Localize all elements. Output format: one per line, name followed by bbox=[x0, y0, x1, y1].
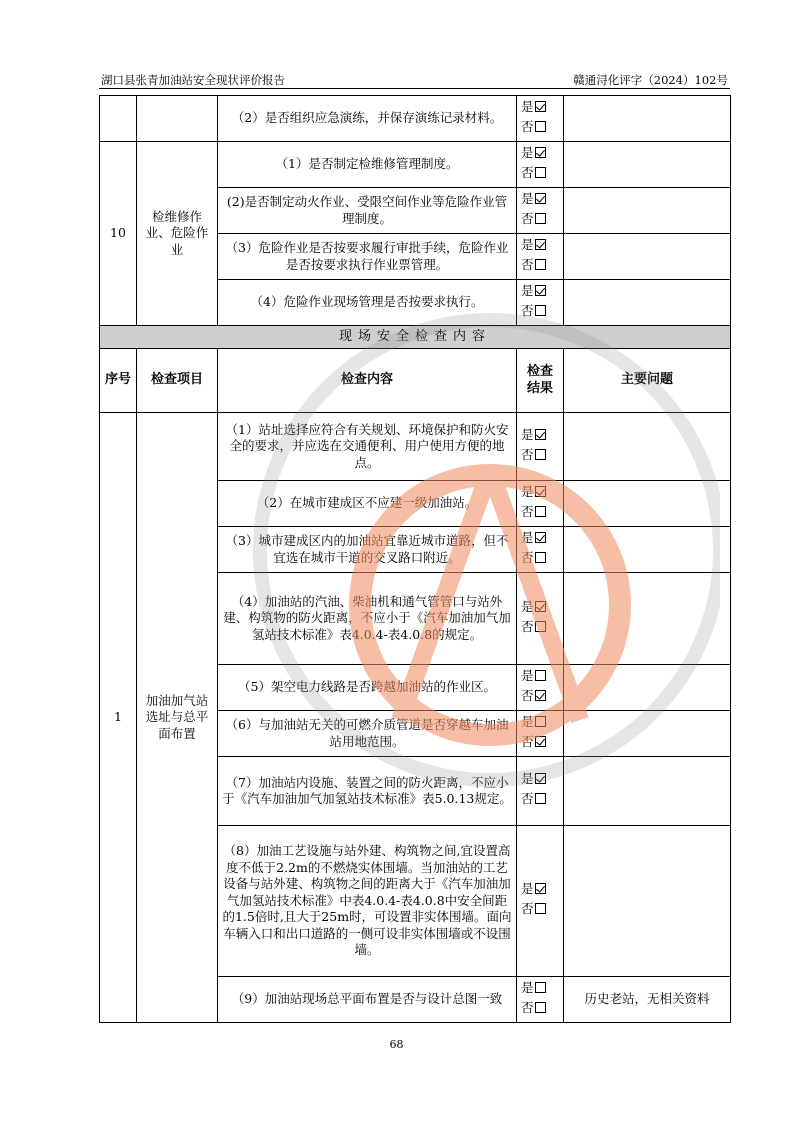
result-label: 是 bbox=[521, 667, 534, 683]
section-title: 现场安全检查内容 bbox=[100, 326, 731, 349]
result-label: 否 bbox=[521, 733, 534, 749]
main-problem bbox=[564, 757, 731, 826]
result-option-yes bbox=[521, 530, 559, 550]
empty-box-icon[interactable] bbox=[535, 982, 546, 993]
check-content: （4）加油站的汽油、柴油机和通气管管口与站外建、构筑物的防火距离，不应小于《汽车加油加气加氢站技术标准》表4.0.4-表4.0.8的规定。 bbox=[218, 573, 517, 665]
result-option-no bbox=[521, 688, 559, 708]
result-label: 是 bbox=[521, 98, 534, 114]
main-problem bbox=[564, 413, 731, 481]
check-content: (2)是否制定动火作业、受限空间作业等危险作业管理制度。 bbox=[218, 188, 517, 234]
empty-box-icon[interactable] bbox=[535, 506, 546, 517]
main-problem bbox=[564, 142, 731, 188]
check-item: 检维修作业、危险作业 bbox=[137, 142, 218, 326]
result-label: 否 bbox=[521, 791, 534, 806]
column-header-content: 检查内容 bbox=[218, 349, 517, 413]
main-problem bbox=[564, 665, 731, 711]
result-option-yes bbox=[521, 881, 559, 901]
result-option-no bbox=[521, 901, 559, 921]
checked-box-icon[interactable] bbox=[535, 486, 546, 497]
checked-box-icon[interactable] bbox=[535, 193, 546, 204]
checked-box-icon[interactable] bbox=[535, 773, 546, 784]
result-label: 否 bbox=[521, 999, 534, 1015]
checked-box-icon[interactable] bbox=[535, 285, 546, 296]
check-result bbox=[517, 527, 564, 573]
check-result bbox=[517, 481, 564, 527]
empty-box-icon[interactable] bbox=[535, 449, 546, 460]
checked-box-icon[interactable] bbox=[535, 883, 546, 894]
section-row bbox=[100, 326, 731, 349]
result-label: 是 bbox=[521, 529, 534, 545]
column-header-index: 序号 bbox=[100, 349, 137, 413]
checked-box-icon[interactable] bbox=[535, 239, 546, 250]
checked-box-icon[interactable] bbox=[535, 601, 546, 612]
result-option-yes bbox=[521, 283, 559, 303]
check-content: （3）城市建成区内的加油站宜靠近城市道路，但不宜选在城市干道的交叉路口附近。 bbox=[218, 527, 517, 573]
result-option-no bbox=[521, 619, 559, 639]
check-result bbox=[517, 573, 564, 665]
result-label: 是 bbox=[521, 426, 534, 442]
item-cell bbox=[137, 96, 218, 142]
result-label: 是 bbox=[521, 483, 534, 499]
result-label: 否 bbox=[521, 446, 534, 462]
result-option-yes bbox=[521, 599, 559, 619]
column-header-row bbox=[100, 349, 731, 413]
result-option-no bbox=[521, 447, 559, 467]
empty-box-icon[interactable] bbox=[535, 305, 546, 316]
result-option-no bbox=[521, 504, 559, 524]
check-result bbox=[517, 977, 564, 1023]
empty-box-icon[interactable] bbox=[535, 121, 546, 132]
result-label: 是 bbox=[521, 713, 534, 729]
result-label: 否 bbox=[521, 503, 534, 519]
table-row bbox=[100, 96, 731, 142]
result-option-yes bbox=[521, 484, 559, 504]
result-label: 否 bbox=[521, 618, 534, 634]
result-option-no bbox=[521, 211, 559, 231]
result-label: 是 bbox=[521, 190, 534, 206]
result-option-no bbox=[521, 1000, 559, 1020]
header-divider bbox=[99, 88, 730, 89]
empty-box-icon[interactable] bbox=[535, 213, 546, 224]
check-item: 加油加气站选址与总平面布置 bbox=[137, 413, 218, 1023]
result-option-no bbox=[521, 303, 559, 323]
main-problem bbox=[564, 527, 731, 573]
result-option-yes bbox=[521, 714, 559, 734]
result-option-yes bbox=[521, 668, 559, 688]
empty-box-icon[interactable] bbox=[535, 552, 546, 563]
check-content: （5）架空电力线路是否跨越加油站的作业区。 bbox=[218, 665, 517, 711]
result-option-yes bbox=[521, 237, 559, 257]
result-label: 否 bbox=[521, 302, 534, 318]
check-result bbox=[517, 96, 564, 142]
empty-box-icon[interactable] bbox=[535, 670, 546, 681]
index-cell bbox=[100, 96, 137, 142]
check-content: （3）危险作业是否按要求履行审批手续，危险作业是否按要求执行作业票管理。 bbox=[218, 234, 517, 280]
result-label: 否 bbox=[521, 687, 534, 703]
checked-box-icon[interactable] bbox=[535, 429, 546, 440]
result-option-no bbox=[521, 791, 559, 811]
checked-box-icon[interactable] bbox=[535, 101, 546, 112]
page-header bbox=[99, 70, 730, 88]
result-label: 否 bbox=[521, 164, 534, 180]
main-problem bbox=[564, 96, 731, 142]
item-index: 1 bbox=[100, 413, 137, 1023]
check-content: （1）站址选择应符合有关规划、环境保护和防火安全的要求，并应选在交通便利、用户使用方便的地点。 bbox=[218, 413, 517, 481]
result-label: 是 bbox=[521, 598, 534, 614]
check-content: （7）加油站内设施、装置之间的防火距离，不应小于《汽车加油加气加氢站技术标准》表5.0.13规定。 bbox=[218, 757, 517, 826]
result-label: 是 bbox=[521, 236, 534, 252]
result-label: 否 bbox=[521, 549, 534, 565]
check-result bbox=[517, 142, 564, 188]
empty-box-icon[interactable] bbox=[535, 167, 546, 178]
check-content: （1）是否制定检维修管理制度。 bbox=[218, 142, 517, 188]
result-option-no bbox=[521, 119, 559, 139]
check-content: （4）危险作业现场管理是否按要求执行。 bbox=[218, 280, 517, 326]
result-label: 否 bbox=[521, 210, 534, 226]
checked-box-icon[interactable] bbox=[535, 690, 546, 701]
empty-box-icon[interactable] bbox=[535, 1002, 546, 1013]
empty-box-icon[interactable] bbox=[535, 259, 546, 270]
result-option-no bbox=[521, 257, 559, 277]
table-row bbox=[100, 142, 731, 188]
check-content: （9）加油站现场总平面布置是否与设计总图一致 bbox=[218, 977, 517, 1023]
report-number: 赣通浔化评字（2024）102号 bbox=[573, 73, 728, 87]
result-label: 是 bbox=[521, 881, 534, 896]
item-index: 10 bbox=[100, 142, 137, 326]
column-header-result: 检查结果 bbox=[517, 349, 564, 413]
result-option-yes bbox=[521, 771, 559, 791]
result-label: 是 bbox=[521, 282, 534, 298]
check-result bbox=[517, 826, 564, 977]
main-problem bbox=[564, 481, 731, 527]
result-label: 是 bbox=[521, 771, 534, 786]
check-result bbox=[517, 757, 564, 826]
result-label: 是 bbox=[521, 144, 534, 160]
result-label: 是 bbox=[521, 979, 534, 995]
table-row bbox=[100, 413, 731, 481]
main-problem bbox=[564, 826, 731, 977]
page-number: 68 bbox=[389, 1038, 404, 1051]
result-option-yes bbox=[521, 99, 559, 119]
check-result bbox=[517, 413, 564, 481]
result-option-yes bbox=[521, 427, 559, 447]
result-option-no bbox=[521, 734, 559, 754]
check-result bbox=[517, 234, 564, 280]
main-problem bbox=[564, 280, 731, 326]
main-problem bbox=[564, 188, 731, 234]
result-label: 否 bbox=[521, 256, 534, 272]
result-option-yes bbox=[521, 980, 559, 1000]
check-content: （2）是否组织应急演练，并保存演练记录材料。 bbox=[218, 96, 517, 142]
checked-box-icon[interactable] bbox=[535, 736, 546, 747]
check-content: （2）在城市建成区不应建一级加油站。 bbox=[218, 481, 517, 527]
main-problem bbox=[564, 234, 731, 280]
result-option-yes bbox=[521, 145, 559, 165]
result-option-no bbox=[521, 165, 559, 185]
empty-box-icon[interactable] bbox=[535, 716, 546, 727]
main-problem bbox=[564, 711, 731, 757]
result-label: 否 bbox=[521, 118, 534, 134]
result-option-no bbox=[521, 550, 559, 570]
column-header-item: 检查项目 bbox=[137, 349, 218, 413]
check-content: （8）加油工艺设施与站外建、构筑物之间,宜设置高度不低于2.2m的不燃烧实体围墙。当加油站的工艺设备与站外建、构筑物之间的距离大于《汽车加油加气加氢站技术标准》中表4.0.4-表4.0.8中安全间距的1.5倍时,且大于25m时，可设置非实体围墙。面向车辆入口和出口道路的一侧可设非实体围墙或不设围墙。 bbox=[218, 826, 517, 977]
column-header-problem: 主要问题 bbox=[564, 349, 731, 413]
empty-box-icon[interactable] bbox=[535, 793, 546, 804]
result-option-yes bbox=[521, 191, 559, 211]
check-content: （6）与加油站无关的可燃介质管道是否穿越车加油站用地范围。 bbox=[218, 711, 517, 757]
main-problem: 历史老站，无相关资料 bbox=[564, 977, 731, 1023]
checked-box-icon[interactable] bbox=[535, 532, 546, 543]
check-result bbox=[517, 280, 564, 326]
result-label: 否 bbox=[521, 901, 534, 916]
report-title: 湖口县张青加油站安全现状评价报告 bbox=[101, 73, 285, 87]
checked-box-icon[interactable] bbox=[535, 147, 546, 158]
check-result bbox=[517, 711, 564, 757]
main-problem bbox=[564, 573, 731, 665]
empty-box-icon[interactable] bbox=[535, 621, 546, 632]
check-result bbox=[517, 188, 564, 234]
check-result bbox=[517, 665, 564, 711]
inspection-table bbox=[99, 95, 731, 1023]
empty-box-icon[interactable] bbox=[535, 903, 546, 914]
